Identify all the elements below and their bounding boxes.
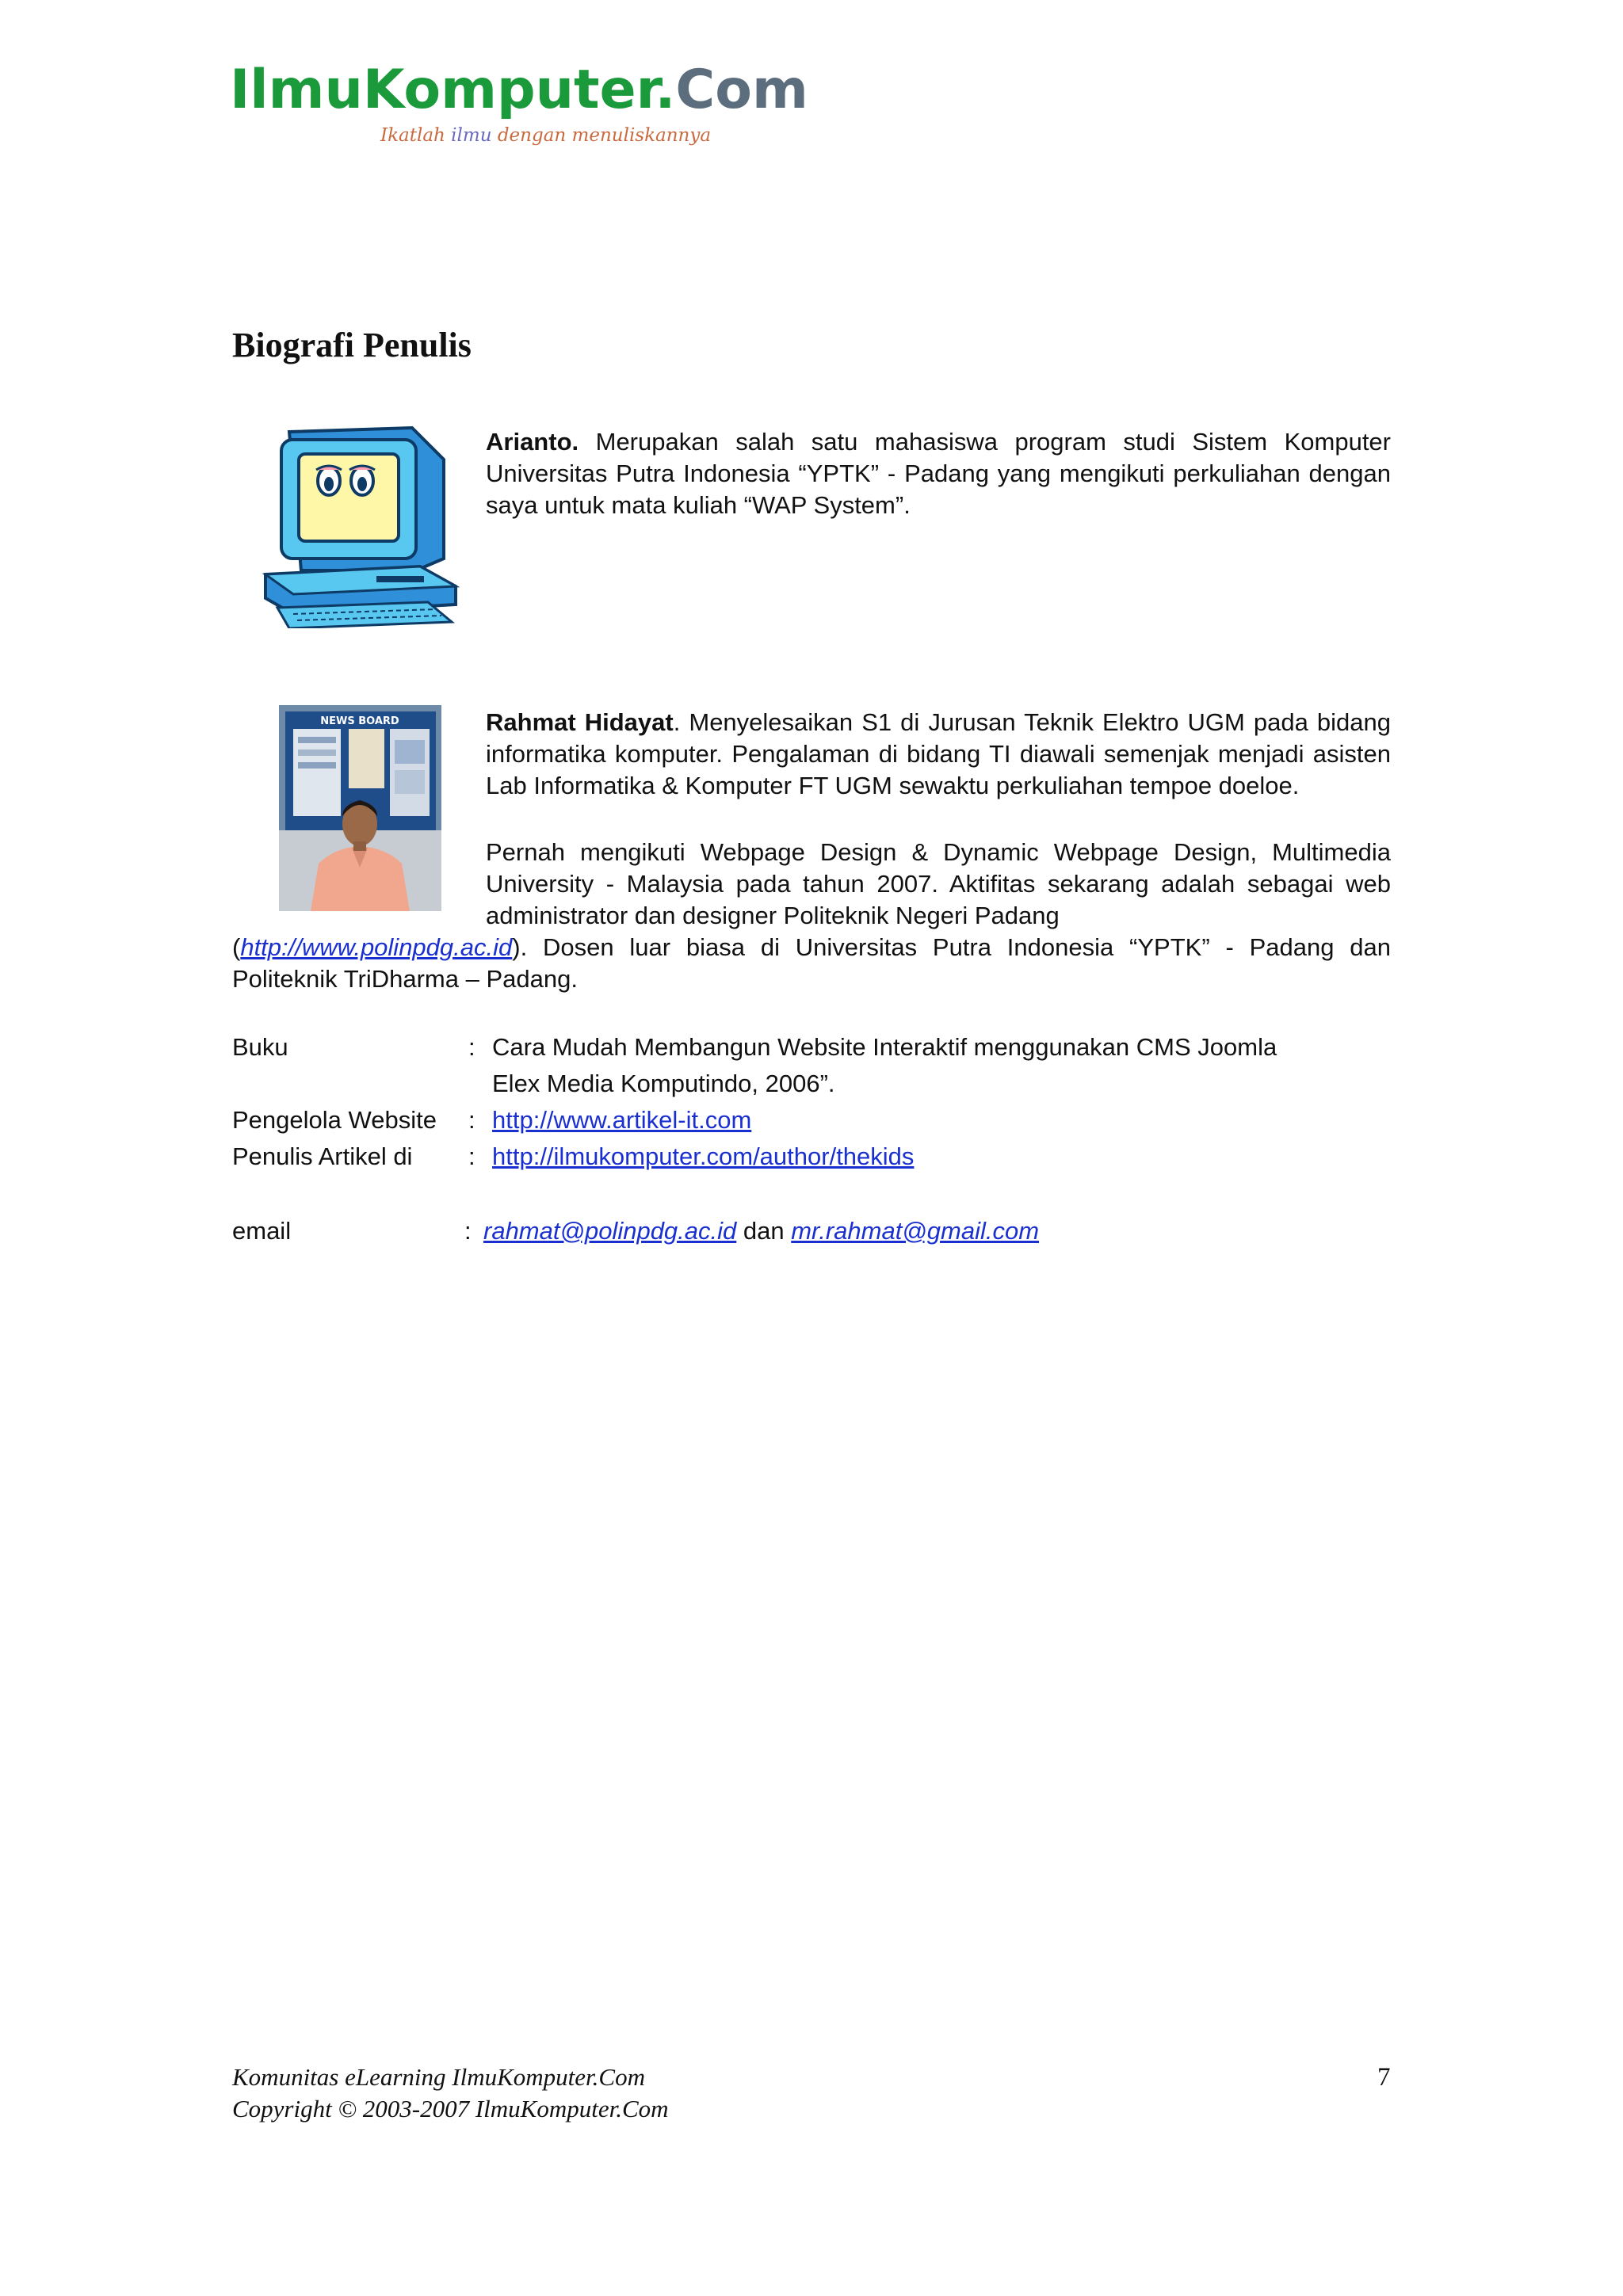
penulis-label: Penulis Artikel di: [232, 1142, 413, 1170]
bio-arianto: [486, 426, 1391, 521]
footer-line-1: Komunitas eLearning IlmuKomputer.Com: [232, 2063, 645, 2091]
bio-arianto-text: Merupakan salah satu mahasiswa program studi Sistem Komputer Universitas Putra Indonesia “YPTK” - Padang yang mengikuti perkuliahan dengan saya untuk mata kuliah “WAP System”.: [486, 428, 1391, 519]
bio-rahmat-name: Rahmat Hidayat: [486, 708, 674, 736]
paren-open: (: [232, 933, 241, 961]
tagline-part-1: Ikatlah: [380, 125, 452, 146]
colon: :: [468, 1033, 475, 1061]
detail-row-email: [232, 1215, 1421, 1247]
pengelola-label: Pengelola Website: [232, 1106, 437, 1134]
tagline-part-2: ilmu: [451, 125, 498, 146]
email-separator: dan: [736, 1217, 792, 1245]
footer-line-2: Copyright © 2003-2007 IlmuKomputer.Com: [232, 2095, 669, 2122]
polinpdg-link[interactable]: http://www.polinpdg.ac.id: [240, 933, 513, 961]
artikel-it-link[interactable]: http://www.artikel-it.com: [492, 1106, 752, 1134]
detail-row-buku: [232, 1032, 1421, 1100]
bio-rahmat-part1: [486, 707, 1391, 802]
bio-rahmat-text-1: . Menyelesaikan S1 di Jurusan Teknik Elektro UGM pada bidang informatika komputer. Pengalaman di bidang TI diawali semenjak menjadi asisten Lab Informatika & Komputer FT UGM sewaktu perkuliahan tempoe doeloe.: [486, 708, 1391, 799]
logo-wordmark: [230, 59, 808, 121]
logo-dot: .: [655, 59, 676, 121]
footer-credits: [232, 2061, 669, 2125]
email-values: [483, 1215, 1039, 1247]
tagline-part-3: dengan menuliskannya: [497, 125, 712, 146]
email-link-1[interactable]: rahmat@polinpdg.ac.id: [483, 1217, 737, 1245]
page-title: Biografi Penulis: [232, 326, 472, 364]
bio-rahmat-text-2: Pernah mengikuti Webpage Design & Dynamic Webpage Design, Multimedia University - Malaysia pada tahun 2007. Aktifitas sekarang adalah sebagai web administrator dan designer Politeknik Negeri Padang: [486, 838, 1391, 929]
colon: :: [468, 1142, 475, 1170]
logo-ilmu: IlmuKomputer: [230, 59, 655, 121]
bio-rahmat-text-3: ). Dosen luar biasa di Universitas Putra Indonesia “YPTK” - Padang dan Politeknik TriDharma – Padang.: [232, 933, 1391, 993]
page-number: 7: [1377, 2063, 1391, 2092]
buku-value-1: Cara Mudah Membangun Website Interaktif menggunakan CMS Joomla: [492, 1033, 1277, 1061]
logo-tagline: [380, 125, 711, 146]
site-logo: [230, 59, 808, 158]
ilmukomputer-author-link[interactable]: http://ilmukomputer.com/author/thekids: [492, 1142, 915, 1170]
bio-arianto-name: Arianto.: [486, 428, 579, 456]
computer-cartoon-image: [258, 424, 460, 628]
bio-rahmat-part3: [232, 932, 1391, 995]
email-label: email: [232, 1217, 292, 1245]
bio-rahmat-part2: [486, 837, 1391, 932]
email-link-2[interactable]: mr.rahmat@gmail.com: [791, 1217, 1040, 1245]
buku-value-2: Elex Media Komputindo, 2006”.: [492, 1070, 835, 1097]
detail-row-penulis: [232, 1141, 1421, 1173]
author-photo: [279, 705, 441, 911]
photo-board-sign: NEWS BOARD: [320, 715, 399, 727]
colon: :: [468, 1106, 475, 1134]
detail-row-pengelola: [232, 1104, 1421, 1136]
buku-label: Buku: [232, 1033, 288, 1061]
colon: :: [464, 1217, 472, 1245]
logo-com: Com: [675, 59, 808, 121]
